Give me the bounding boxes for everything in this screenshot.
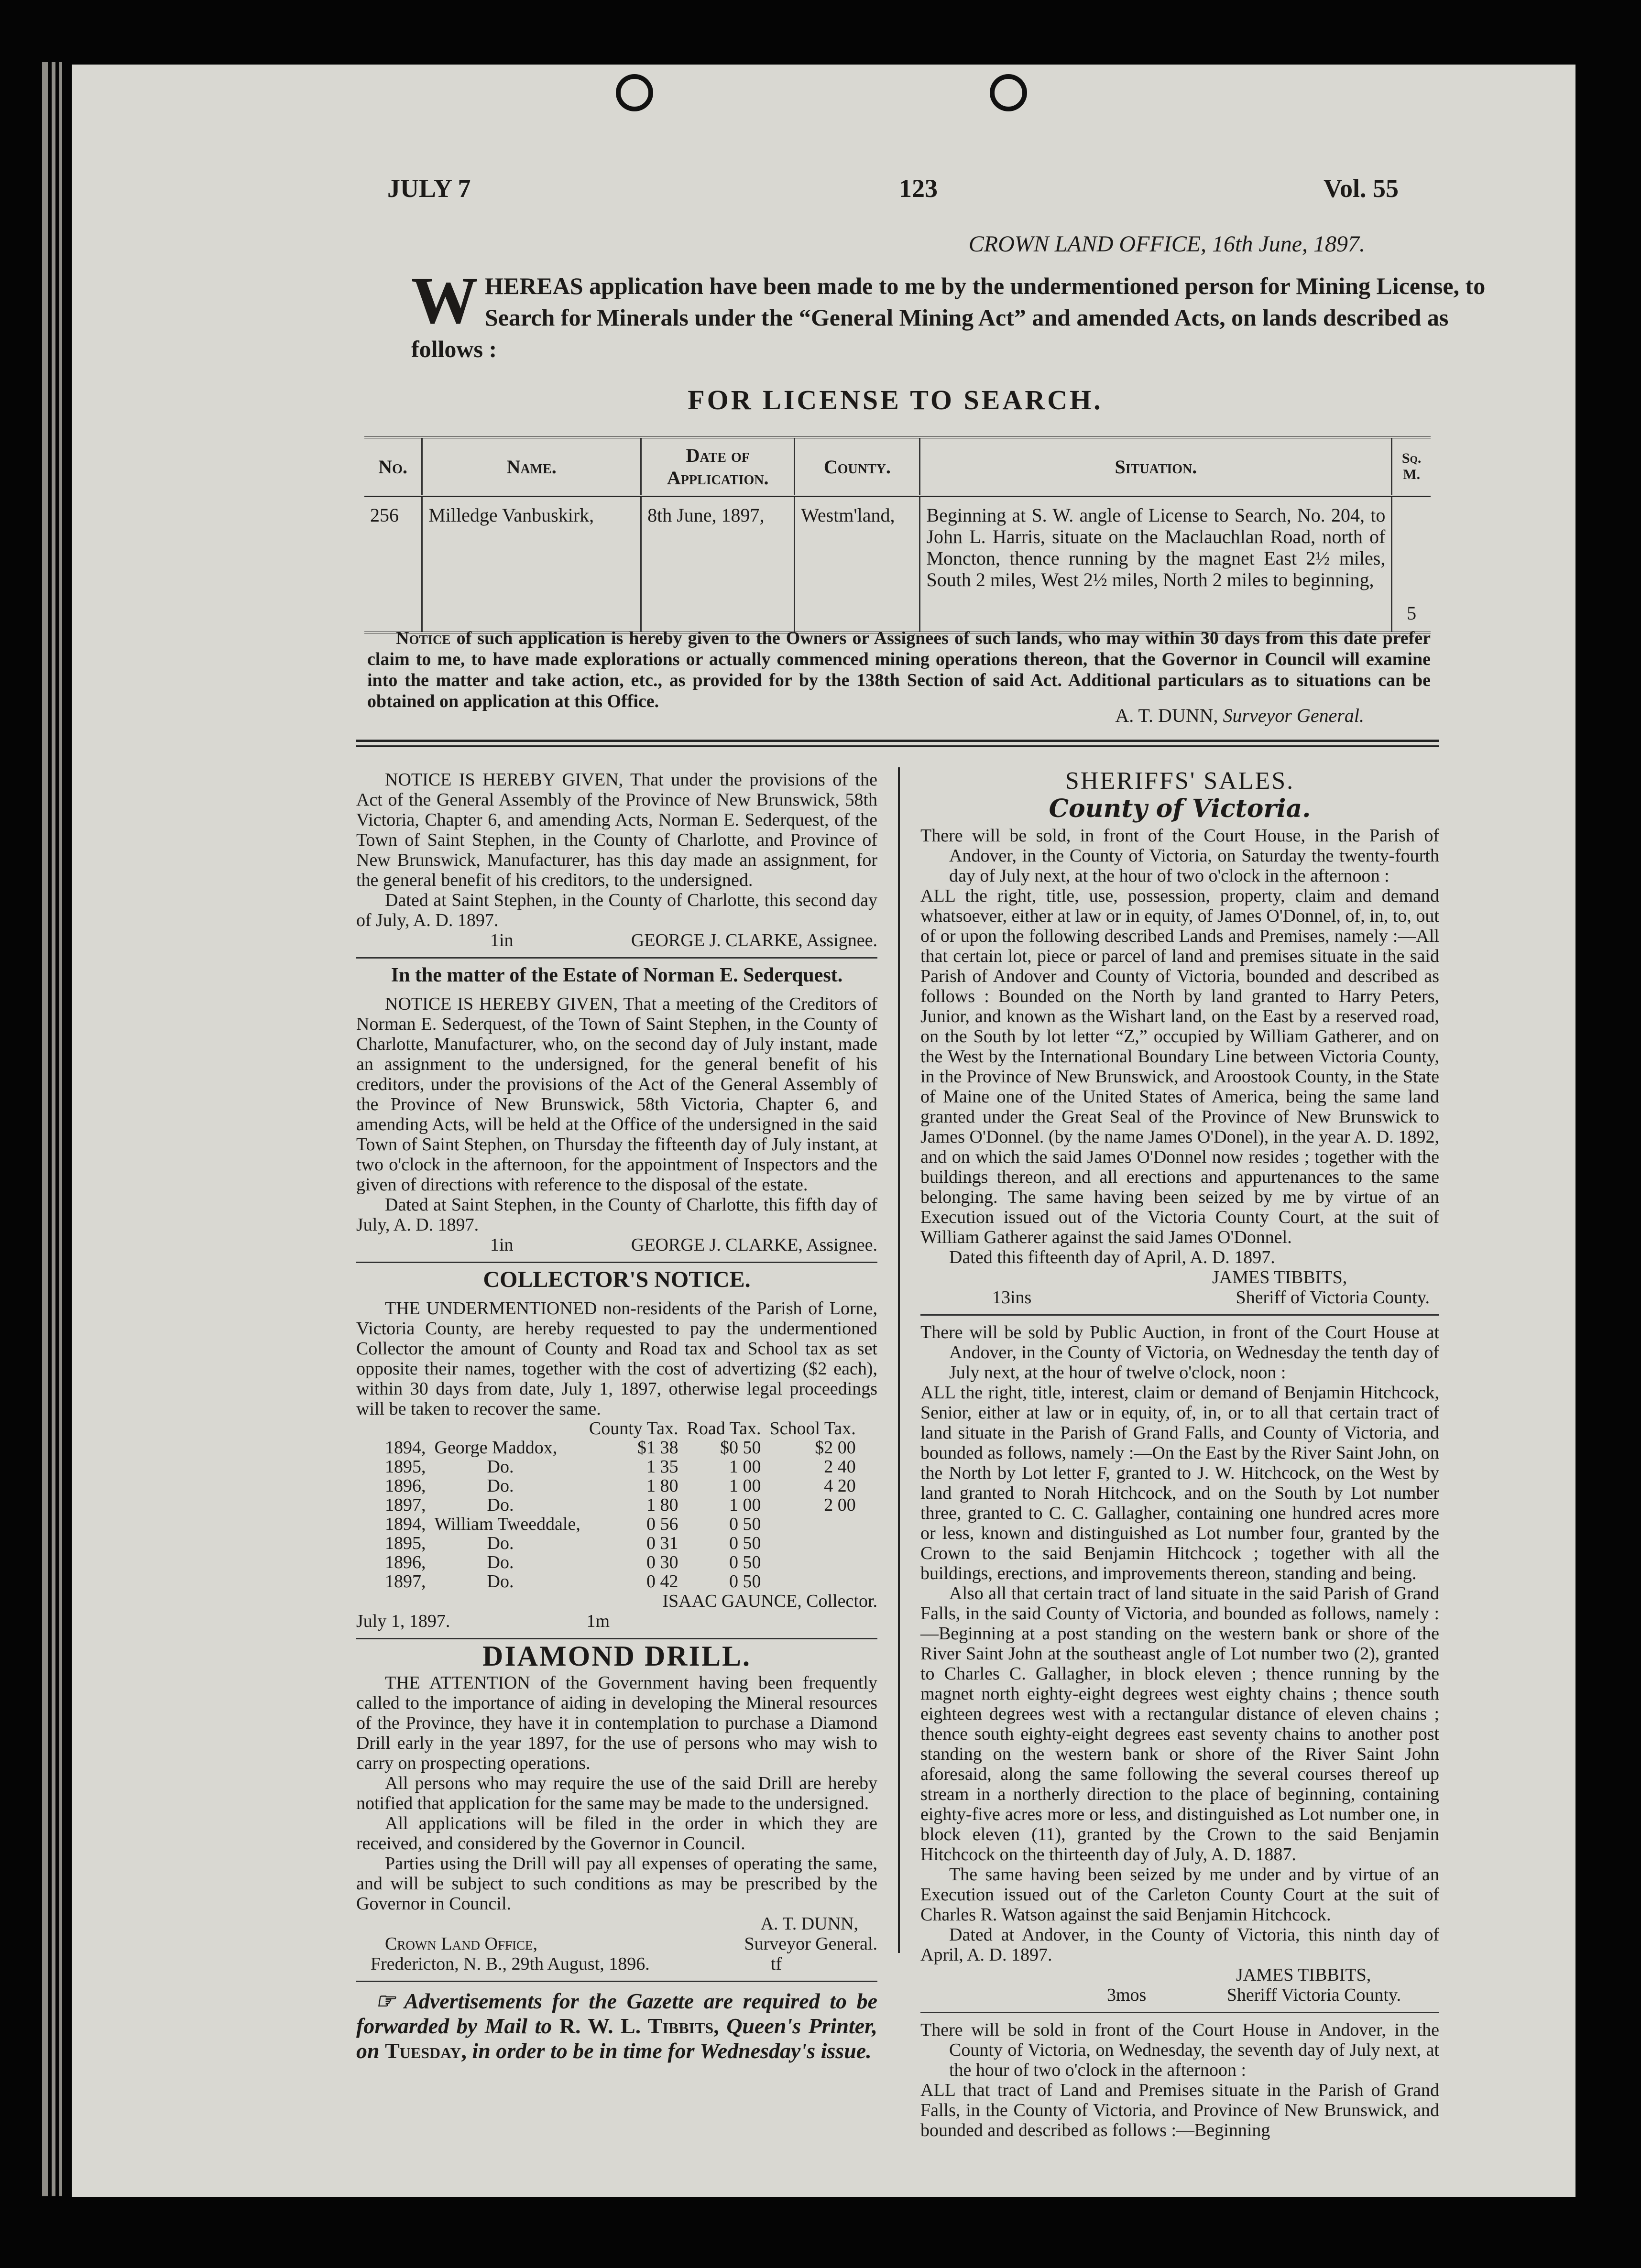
drill-signer-name: A. T. DUNN, — [760, 1914, 858, 1934]
sale-paragraph: ALL the right, title, use, possession, property, claim and demand whatsoever, either at law or in equity, of James O'Donnel, of, in, to, out of or upon the following described Lands and Premises, namely :—All that certain lot, piece or parcel of land and premises situate in the said Parish of Andover and County of Victoria, bounded and described as follows : Bounded on the North by land granted to Harry Peters, Junior, and known as the Wishart land, on the East by a reserved road, on the South by lot letter “Z,” occupied by William Gatherer, and on the West by the International Boundary Line between Victoria County, in the Province of New Brunswick, and Aroostook County, in the State of Maine one of the United States of America, being the same land granted under the Great Seal of the Province of New Brunswick to James O'Donnel. (by the name James O'Donel), in the year A. D. 1892, and on which the said James O'Donnel now resides ; together with the buildings thereon, and all erections and appurtenances to the same belonging. The same having been seized by me by virtue of an Execution issued out of the Victoria County Court, at the suit of William Gatherer against the said James O'Donnel. — [920, 886, 1439, 1247]
sale-paragraph: There will be sold by Public Auction, in front of the Court House at Andover, in the County of Victoria, on Wednesday the tenth day of July next, at the hour of twelve o'clock, noon : — [920, 1322, 1439, 1383]
tax-year: 1896, — [385, 1552, 426, 1572]
pointing-hand-icon: ☞ — [375, 1989, 395, 2013]
whereas-paragraph — [411, 263, 1525, 365]
advert-text: Queen's Printer, on — [356, 2014, 877, 2063]
drill-office: Crown Land Office, — [385, 1934, 538, 1954]
divider — [356, 740, 1439, 742]
table-row — [385, 1553, 864, 1572]
license-section-title: FOR LICENSE TO SEARCH. — [688, 384, 1103, 415]
road-tax: 1 00 — [729, 1457, 761, 1477]
surveyor-signature — [1115, 705, 1364, 726]
tax-year: 1897, — [385, 1571, 426, 1592]
signature-title: Surveyor General. — [1223, 705, 1364, 726]
school-tax — [769, 1534, 864, 1553]
tax-year: 1896, — [385, 1476, 426, 1496]
column-header: Road Tax. — [687, 1418, 761, 1439]
cell-date: 8th June, 1897, — [641, 496, 795, 632]
crown-land-office-dateline: CROWN LAND OFFICE, 16th June, 1897. — [968, 231, 1365, 257]
table-header-row — [364, 437, 1431, 496]
cell-situation: Beginning at S. W. angle of License to Search, No. 204, to John L. Harris, situate on the Maclauchlan Road, north of Moncton, thence running by the magnet East 2½ miles, South 2 miles, West 2½ miles, North 2 miles to beginning, — [920, 496, 1392, 632]
assignee-signature: GEORGE J. CLARKE, Assignee. — [631, 1235, 877, 1255]
table-row — [385, 1515, 864, 1534]
tax-table — [385, 1419, 864, 1591]
cell-name: Milledge Vanbuskirk, — [422, 496, 641, 632]
assignment-lead: NOTICE IS HEREBY GIVEN, — [385, 770, 624, 790]
insertion-mark: tf — [770, 1954, 782, 1974]
sheriff-name: JAMES TIBBITS, — [1212, 1267, 1347, 1287]
road-tax: 0 50 — [729, 1514, 761, 1534]
cell-sq-m: 5 — [1392, 496, 1431, 632]
collector-body: non-residents of the Parish of Lorne, Victoria County, are hereby requested to pay the undermentioned Collector the amount of County and Road tax and School tax as set opposite their names, together with the cost of advertizing ($2 each), within 30 days from date, July 1, 1897, otherwise legal proceedings will be taken to recover the same. — [356, 1298, 877, 1419]
column-header: Name. — [422, 437, 641, 496]
taxpayer-name: George Maddox, — [434, 1438, 558, 1458]
notice-text: of such application is hereby given to the Owners or Assignees of such lands, who may within 30 days from this date prefer claim to me, to have made explorations or actually commenced mining operations thereon, that the Governor in Council will examine into the matter and take action, etc., as provided for by the 138th Section of said Act. Additional particulars as to situations can be obtained on application at this Office. — [367, 628, 1431, 711]
whereas-text: HEREAS application have been made to me by the undermentioned person for Mining License, to Search for Minerals under the “General Mining Act” and amended Acts, on lands described as follows : — [411, 273, 1486, 362]
sale-paragraph: There will be sold, in front of the Court House, in the Parish of Andover, in the County of Victoria, on Saturday the twenty-fourth day of July next, at the hour of two o'clock in the afternoon : — [920, 826, 1439, 886]
cell-no: 256 — [364, 496, 422, 632]
divider — [356, 1262, 877, 1263]
insertion-mark: 3mos — [1107, 1985, 1147, 2005]
drill-paragraph: All applications will be filed in the order in which they are received, and considered by the Governor in Council. — [356, 1813, 877, 1854]
tax-year: 1897, — [385, 1495, 426, 1515]
sale-paragraph: The same having been seized by me under and by virtue of an Execution issued out of the Carleton County Court at the suit of Charles R. Watson against the said Benjamin Hitchcock. — [920, 1865, 1439, 1925]
column-header: Date of Application. — [641, 437, 795, 496]
tax-header-row — [385, 1419, 864, 1438]
collector-date: July 1, 1897. — [356, 1611, 450, 1631]
school-tax: 2 00 — [824, 1495, 856, 1515]
notice-paragraph — [367, 628, 1431, 712]
estate-lead: NOTICE IS HEREBY GIVEN, — [385, 994, 618, 1014]
left-column — [356, 770, 877, 2063]
sheriffs-sales-heading: SHERIFFS' SALES. — [1065, 767, 1295, 795]
sheriff-title: Sheriff of Victoria County. — [1236, 1287, 1430, 1308]
tax-year: 1895, — [385, 1533, 426, 1553]
table-row — [385, 1457, 864, 1476]
collector-lead: THE UNDERMENTIONED — [385, 1298, 597, 1319]
insertion-mark: 1in — [490, 1235, 514, 1255]
sheriff-title: Sheriff Victoria County. — [1226, 1985, 1401, 2005]
taxpayer-name: Do. — [487, 1457, 514, 1477]
county-heading: County of Victoria. — [1049, 794, 1311, 823]
assignment-body: That under the provisions of the Act of the General Assembly of the Province of New Brunswick, 58th Victoria, Chapter 6, and amending Acts, Norman E. Sederquest, of the Town of Saint Stephen, in the County of Charlotte, and Province of New Brunswick, Manufacturer, has this day made an assignment, for the general benefit of his creditors, to the undersigned. — [356, 770, 877, 890]
taxpayer-name: Do. — [487, 1571, 514, 1592]
county-tax: 1 80 — [646, 1495, 678, 1515]
collector-signature: ISAAC GAUNCE, Collector. — [662, 1591, 877, 1611]
road-tax: 1 00 — [729, 1495, 761, 1515]
road-tax: 1 00 — [729, 1476, 761, 1496]
divider — [920, 2012, 1439, 2013]
divider — [356, 1981, 877, 1982]
table-row — [364, 496, 1431, 632]
drill-signer-title: Surveyor General. — [744, 1934, 877, 1954]
advert-text: in order to be in time for Wednesday's issue. — [472, 2039, 872, 2063]
column-header: Sq. M. — [1392, 437, 1431, 496]
license-table — [364, 436, 1431, 633]
county-tax: 0 42 — [646, 1571, 678, 1592]
estate-body: That a meeting of the Creditors of Norman E. Sederquest, of the Town of Saint Stephen, in the County of Charlotte, Manufacturer, who, on the second day of July instant, made an assignment to the undersigned, for the general benefit of his creditors, under the provisions of the Act of the General Assembly of the Province of New Brunswick, 58th Victoria, Chapter 6, and amending Acts, will be held at the Office of the undersigned in the said Town of Saint Stephen, on Thursday the fifteenth day of July instant, at two o'clock in the afternoon, for the appointment of Inspectors and the given of directions with reference to the disposal of the estate. — [356, 994, 877, 1195]
page-number: 123 — [899, 174, 938, 203]
gazette-advert — [356, 1989, 877, 2063]
collector-heading: COLLECTOR'S NOTICE. — [483, 1267, 751, 1292]
column-header: Situation. — [920, 437, 1392, 496]
drill-place-date: Fredericton, N. B., 29th August, 1896. — [371, 1954, 650, 1974]
school-tax: 4 20 — [824, 1476, 856, 1496]
county-tax: 0 56 — [646, 1514, 678, 1534]
drill-body: of the Government having been frequently called to the importance of aiding in developing the Mineral resources of the Province, they have it in contemplation to purchase a Diamond Drill early in the year 1897, for the use of persons who may wish to carry on prospecting operations. — [356, 1673, 877, 1773]
sale-paragraph: ALL the right, title, interest, claim or demand of Benjamin Hitchcock, Senior, either at law or in equity, of, in, or to all that certain tract of land situate in the Parish of Grand Falls, and County of Victoria, and bounded as follows, namely :—On the East by the River Saint John, on the North by Lot letter F, granted to J. W. Hitchcock, on the West by land granted to Norah Hitchcock, and on the South by Lot number three, granted to C. C. Gallagher, containing one hundred acres more or less, known and distinguished as Lot number four, granted by the Crown to the said Benjamin Hitchcock ; together with all the buildings, erections, and improvements thereon, standing and being. — [920, 1383, 1439, 1583]
gazette-page — [72, 65, 1575, 2197]
drop-cap: W — [411, 263, 478, 338]
drill-paragraph: Parties using the Drill will pay all expenses of operating the same, and will be subject to such conditions as may be prescribed by the Governor in Council. — [356, 1854, 877, 1914]
volume-number: Vol. 55 — [1323, 174, 1399, 203]
road-tax: 0 50 — [729, 1571, 761, 1592]
insertion-mark: 1in — [490, 930, 514, 950]
table-row — [385, 1495, 864, 1515]
sale-dated: Dated at Andover, in the County of Victoria, this ninth day of April, A. D. 1897. — [920, 1925, 1439, 1965]
signature-name: A. T. DUNN, — [1115, 705, 1218, 726]
sale-paragraph: There will be sold in front of the Court House in Andover, in the County of Victoria, on Wednesday, the seventh day of July next, at the hour of two o'clock in the afternoon : — [920, 2020, 1439, 2080]
column-divider — [898, 767, 900, 1953]
school-tax: $2 00 — [815, 1438, 856, 1458]
estate-dated: Dated at Saint Stephen, in the County of Charlotte, this fifth day of July, A. D. 1897. — [356, 1195, 877, 1235]
taxpayer-name: Do. — [487, 1533, 514, 1553]
tax-year: 1894, — [385, 1514, 426, 1534]
header-date: JULY 7 — [387, 174, 471, 203]
school-tax — [769, 1572, 864, 1591]
divider — [356, 1638, 877, 1639]
binding-hole-icon — [616, 74, 653, 111]
notice-lead: Notice — [396, 628, 451, 648]
tax-year: 1894, — [385, 1438, 426, 1458]
drill-paragraph: All persons who may require the use of the said Drill are hereby notified that application for the same may be made to the undersigned. — [356, 1773, 877, 1813]
column-header: County Tax. — [589, 1418, 678, 1439]
assignment-dated: Dated at Saint Stephen, in the County of Charlotte, this second day of July, A. D. 1897. — [356, 890, 877, 930]
sale-paragraph: ALL that tract of Land and Premises situate in the Parish of Grand Falls, in the County of Victoria, and Province of New Brunswick, and bounded and described as follows :—Beginning — [920, 2080, 1439, 2140]
school-tax — [769, 1515, 864, 1534]
drill-lead: THE ATTENTION — [385, 1673, 530, 1693]
school-tax — [769, 1553, 864, 1572]
county-tax: 0 30 — [646, 1552, 678, 1572]
taxpayer-name: Do. — [487, 1552, 514, 1572]
road-tax: 0 50 — [729, 1533, 761, 1553]
road-tax: 0 50 — [729, 1552, 761, 1572]
county-tax: $1 38 — [637, 1438, 678, 1458]
divider — [356, 957, 877, 959]
advert-printer: R. W. L. Tibbits, — [559, 2014, 719, 2038]
assignee-signature: GEORGE J. CLARKE, Assignee. — [631, 930, 877, 950]
table-row — [385, 1438, 864, 1457]
table-row — [385, 1476, 864, 1495]
column-header: School Tax. — [769, 1418, 856, 1439]
advert-day: Tuesday, — [385, 2039, 467, 2063]
county-tax: 0 31 — [646, 1533, 678, 1553]
page-edge — [59, 62, 62, 2196]
diamond-drill-heading: DIAMOND DRILL. — [482, 1640, 752, 1672]
cell-county: Westm'land, — [795, 496, 920, 632]
advert-text: Advertisements for the Gazette are required to be forwarded by Mail to — [356, 1989, 877, 2038]
table-row — [385, 1534, 864, 1553]
taxpayer-name: William Tweeddale, — [434, 1514, 580, 1534]
divider — [356, 745, 1439, 747]
sale-dated: Dated this fifteenth day of April, A. D. 1897. — [949, 1247, 1275, 1267]
school-tax: 2 40 — [824, 1457, 856, 1477]
insertion-mark: 13ins — [992, 1287, 1032, 1308]
tax-year: 1895, — [385, 1457, 426, 1477]
column-header: County. — [795, 437, 920, 496]
right-column — [920, 767, 1439, 2140]
table-row — [385, 1572, 864, 1591]
divider — [920, 1314, 1439, 1316]
taxpayer-name: Do. — [487, 1495, 514, 1515]
binding-hole-icon — [990, 74, 1027, 111]
county-tax: 1 80 — [646, 1476, 678, 1496]
column-header: No. — [364, 437, 422, 496]
taxpayer-name: Do. — [487, 1476, 514, 1496]
county-tax: 1 35 — [646, 1457, 678, 1477]
page-edge — [52, 62, 55, 2196]
road-tax: $0 50 — [720, 1438, 761, 1458]
insertion-mark: 1m — [586, 1611, 610, 1631]
page-edge — [42, 62, 48, 2196]
estate-heading: In the matter of the Estate of Norman E. Sederquest. — [391, 964, 843, 986]
sheriff-name: JAMES TIBBITS, — [1236, 1965, 1371, 1985]
sale-paragraph: Also all that certain tract of land situate in the said Parish of Grand Falls, in the said County of Victoria, and bounded as follows, namely :—Beginning at a post standing on the western bank or shore of the River Saint John at the southeast angle of Lot number two (2), granted to Charles C. Gallagher, in block eleven ; thence running by the magnet north eighty-eight degrees west eighty chains ; thence south eighteen degrees west with a rectangular distance of eleven chains ; thence south eighty-eight degrees east seventy chains to another post standing on the western bank or shore of the River Saint John aforesaid, along the same following the several courses thereof up stream in a northerly direction to the place of beginning, containing eighty-five acres more or less, and distinguished as Lot number one, in block eleven (11), granted by the Crown to the said Benjamin Hitchcock on the thirteenth day of July, A. D. 1887. — [920, 1583, 1439, 1865]
